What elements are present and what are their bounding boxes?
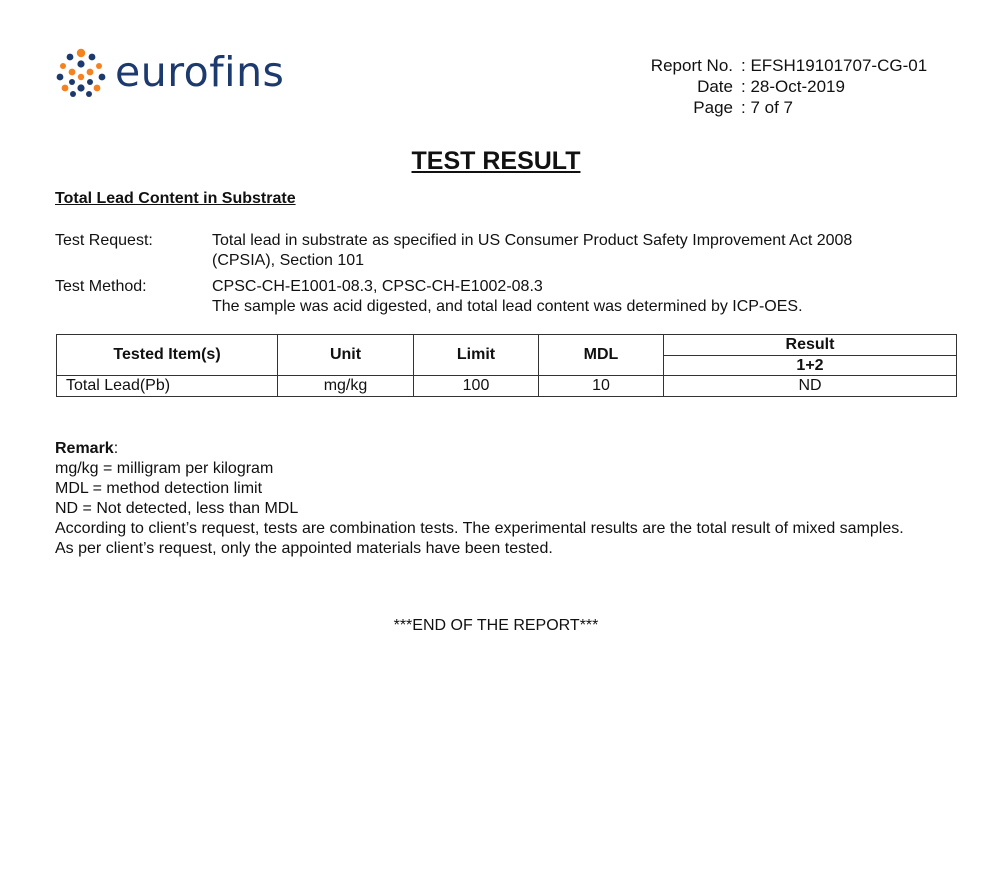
cell-unit: mg/kg — [278, 376, 414, 397]
header-result-sample: 1+2 — [664, 355, 957, 376]
header-result: Result — [664, 335, 957, 356]
company-name: eurofins — [115, 47, 285, 96]
results-table — [56, 334, 957, 397]
report-page-value: : 7 of 7 — [741, 98, 793, 117]
header-unit: Unit — [278, 335, 414, 376]
report-date-row — [600, 76, 927, 97]
test-request-value: Total lead in substrate as specified in US Consumer Product Safety Improvement Act 2008 (CPSIA), Section 101 — [212, 232, 853, 269]
header-limit: Limit — [414, 335, 539, 376]
header-mdl: MDL — [539, 335, 664, 376]
company-logo — [55, 46, 284, 102]
page-title: TEST RESULT — [411, 147, 581, 175]
remark-heading-line — [55, 439, 935, 459]
cell-mdl: 10 — [539, 376, 664, 397]
cell-limit: 100 — [414, 376, 539, 397]
remarks — [55, 439, 935, 559]
remark-line: mg/kg = milligram per kilogram — [55, 460, 274, 477]
header-tested-items: Tested Item(s) — [57, 335, 278, 376]
test-request — [55, 231, 912, 271]
report-page-label: Page — [693, 98, 733, 117]
remark-line: ND = Not detected, less than MDL — [55, 500, 299, 517]
report-number-row — [600, 55, 927, 76]
remark-line: According to client’s request, tests are combination tests. The experimental results are the total result of mixed samples. — [55, 520, 904, 537]
test-request-label: Test Request: — [55, 232, 153, 249]
test-method-label: Test Method: — [55, 278, 147, 295]
table-row — [57, 376, 957, 397]
test-method-value — [212, 277, 912, 317]
section-title: Total Lead Content in Substrate — [55, 190, 296, 207]
remark-heading: Remark — [55, 440, 114, 457]
report-meta — [600, 55, 927, 118]
remark-line: MDL = method detection limit — [55, 480, 263, 497]
report-page-row — [600, 97, 927, 118]
test-method-description: The sample was acid digested, and total lead content was determined by ICP-OES. — [212, 298, 803, 315]
report-date-value: : 28-Oct-2019 — [741, 77, 845, 96]
report-date-label: Date — [697, 77, 733, 96]
cell-result: ND — [664, 376, 957, 397]
remark-line: As per client’s request, only the appointed materials have been tested. — [55, 540, 553, 557]
eurofins-dots-icon — [55, 48, 107, 100]
report-number-value: : EFSH19101707-CG-01 — [741, 56, 928, 75]
test-method — [55, 277, 912, 317]
end-of-report: ***END OF THE REPORT*** — [393, 617, 599, 634]
report-number-label: Report No. — [650, 56, 733, 75]
test-method-standards: CPSC-CH-E1001-08.3, CPSC-CH-E1002-08.3 — [212, 278, 543, 295]
remark-colon: : — [113, 440, 119, 457]
cell-tested-item: Total Lead(Pb) — [57, 376, 278, 397]
